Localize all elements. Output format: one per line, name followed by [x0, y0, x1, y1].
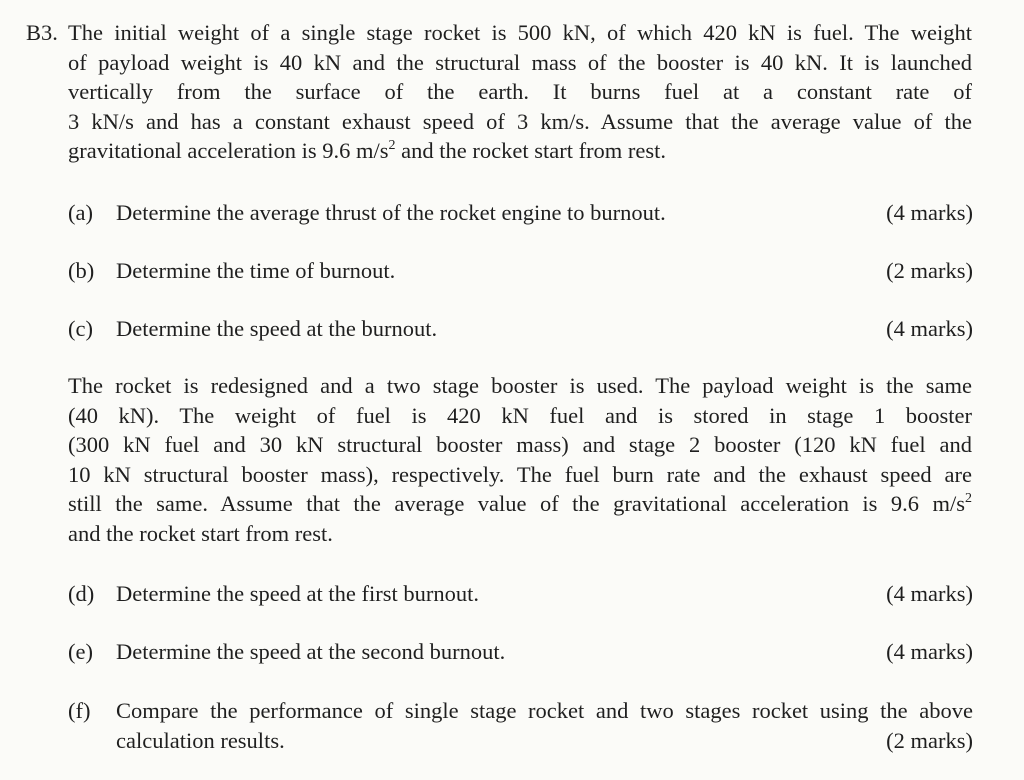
mid-line: and the rocket start from rest. [68, 520, 333, 546]
intro-line: vertically from the surface of the earth. It burns fuel at a constant rate of [68, 79, 972, 104]
part-label: (f) [68, 698, 91, 723]
question-number: B3. [26, 20, 58, 45]
part-text: Determine the average thrust of the rocket engine to burnout. [116, 200, 666, 225]
part-marks: (4 marks) [886, 200, 973, 225]
superscript: 2 [388, 138, 396, 153]
intro-line: of payload weight is 40 kN and the structural mass of the booster is 40 kN. It is launched [68, 49, 972, 75]
question-intro-paragraph [68, 18, 972, 166]
part-marks: (4 marks) [886, 639, 973, 664]
part-f-line: Compare the performance of single stage rocket and two stages rocket using the above [116, 698, 973, 723]
part-label: (c) [68, 316, 93, 341]
mid-line: (300 kN fuel and 30 kN structural booster mass) and stage 2 booster (120 kN fuel and [68, 432, 972, 457]
part-marks: (2 marks) [886, 258, 973, 283]
part-text: Determine the speed at the second burnout. [116, 639, 506, 664]
part-text [116, 696, 973, 755]
part-text: Determine the speed at the burnout. [116, 316, 438, 341]
mid-line: 10 kN structural booster mass), respectively. The fuel burn rate and the exhaust speed are [68, 461, 972, 487]
part-f-line: calculation results. [116, 727, 285, 753]
mid-line [68, 489, 972, 519]
part-marks: (4 marks) [886, 316, 973, 341]
part-marks: (2 marks) [886, 727, 973, 753]
part-label: (d) [68, 581, 95, 606]
part-label: (e) [68, 639, 93, 664]
part-text: Determine the time of burnout. [116, 258, 396, 283]
intro-line-text: gravitational acceleration is 9.6 m/s [68, 138, 389, 163]
part-label: (a) [68, 200, 93, 225]
part-marks: (4 marks) [886, 581, 973, 606]
redesign-paragraph [68, 371, 972, 548]
intro-line: The initial weight of a single stage rocket is 500 kN, of which 420 kN is fuel. The weight [68, 20, 972, 45]
mid-line-text: still the same. Assume that the average value of the gravitational acceleration is 9.6 m/s [68, 491, 965, 516]
mid-line: (40 kN). The weight of fuel is 420 kN fuel and is stored in stage 1 booster [68, 402, 972, 428]
part-label: (b) [68, 258, 95, 283]
intro-line-text: and the rocket start from rest. [395, 138, 667, 163]
part-text: Determine the speed at the first burnout. [116, 581, 480, 606]
superscript: 2 [965, 491, 972, 506]
mid-line: The rocket is redesigned and a two stage booster is used. The payload weight is the same [68, 373, 972, 398]
intro-line: 3 kN/s and has a constant exhaust speed of 3 km/s. Assume that the average value of the [68, 108, 972, 134]
intro-line [68, 136, 972, 166]
